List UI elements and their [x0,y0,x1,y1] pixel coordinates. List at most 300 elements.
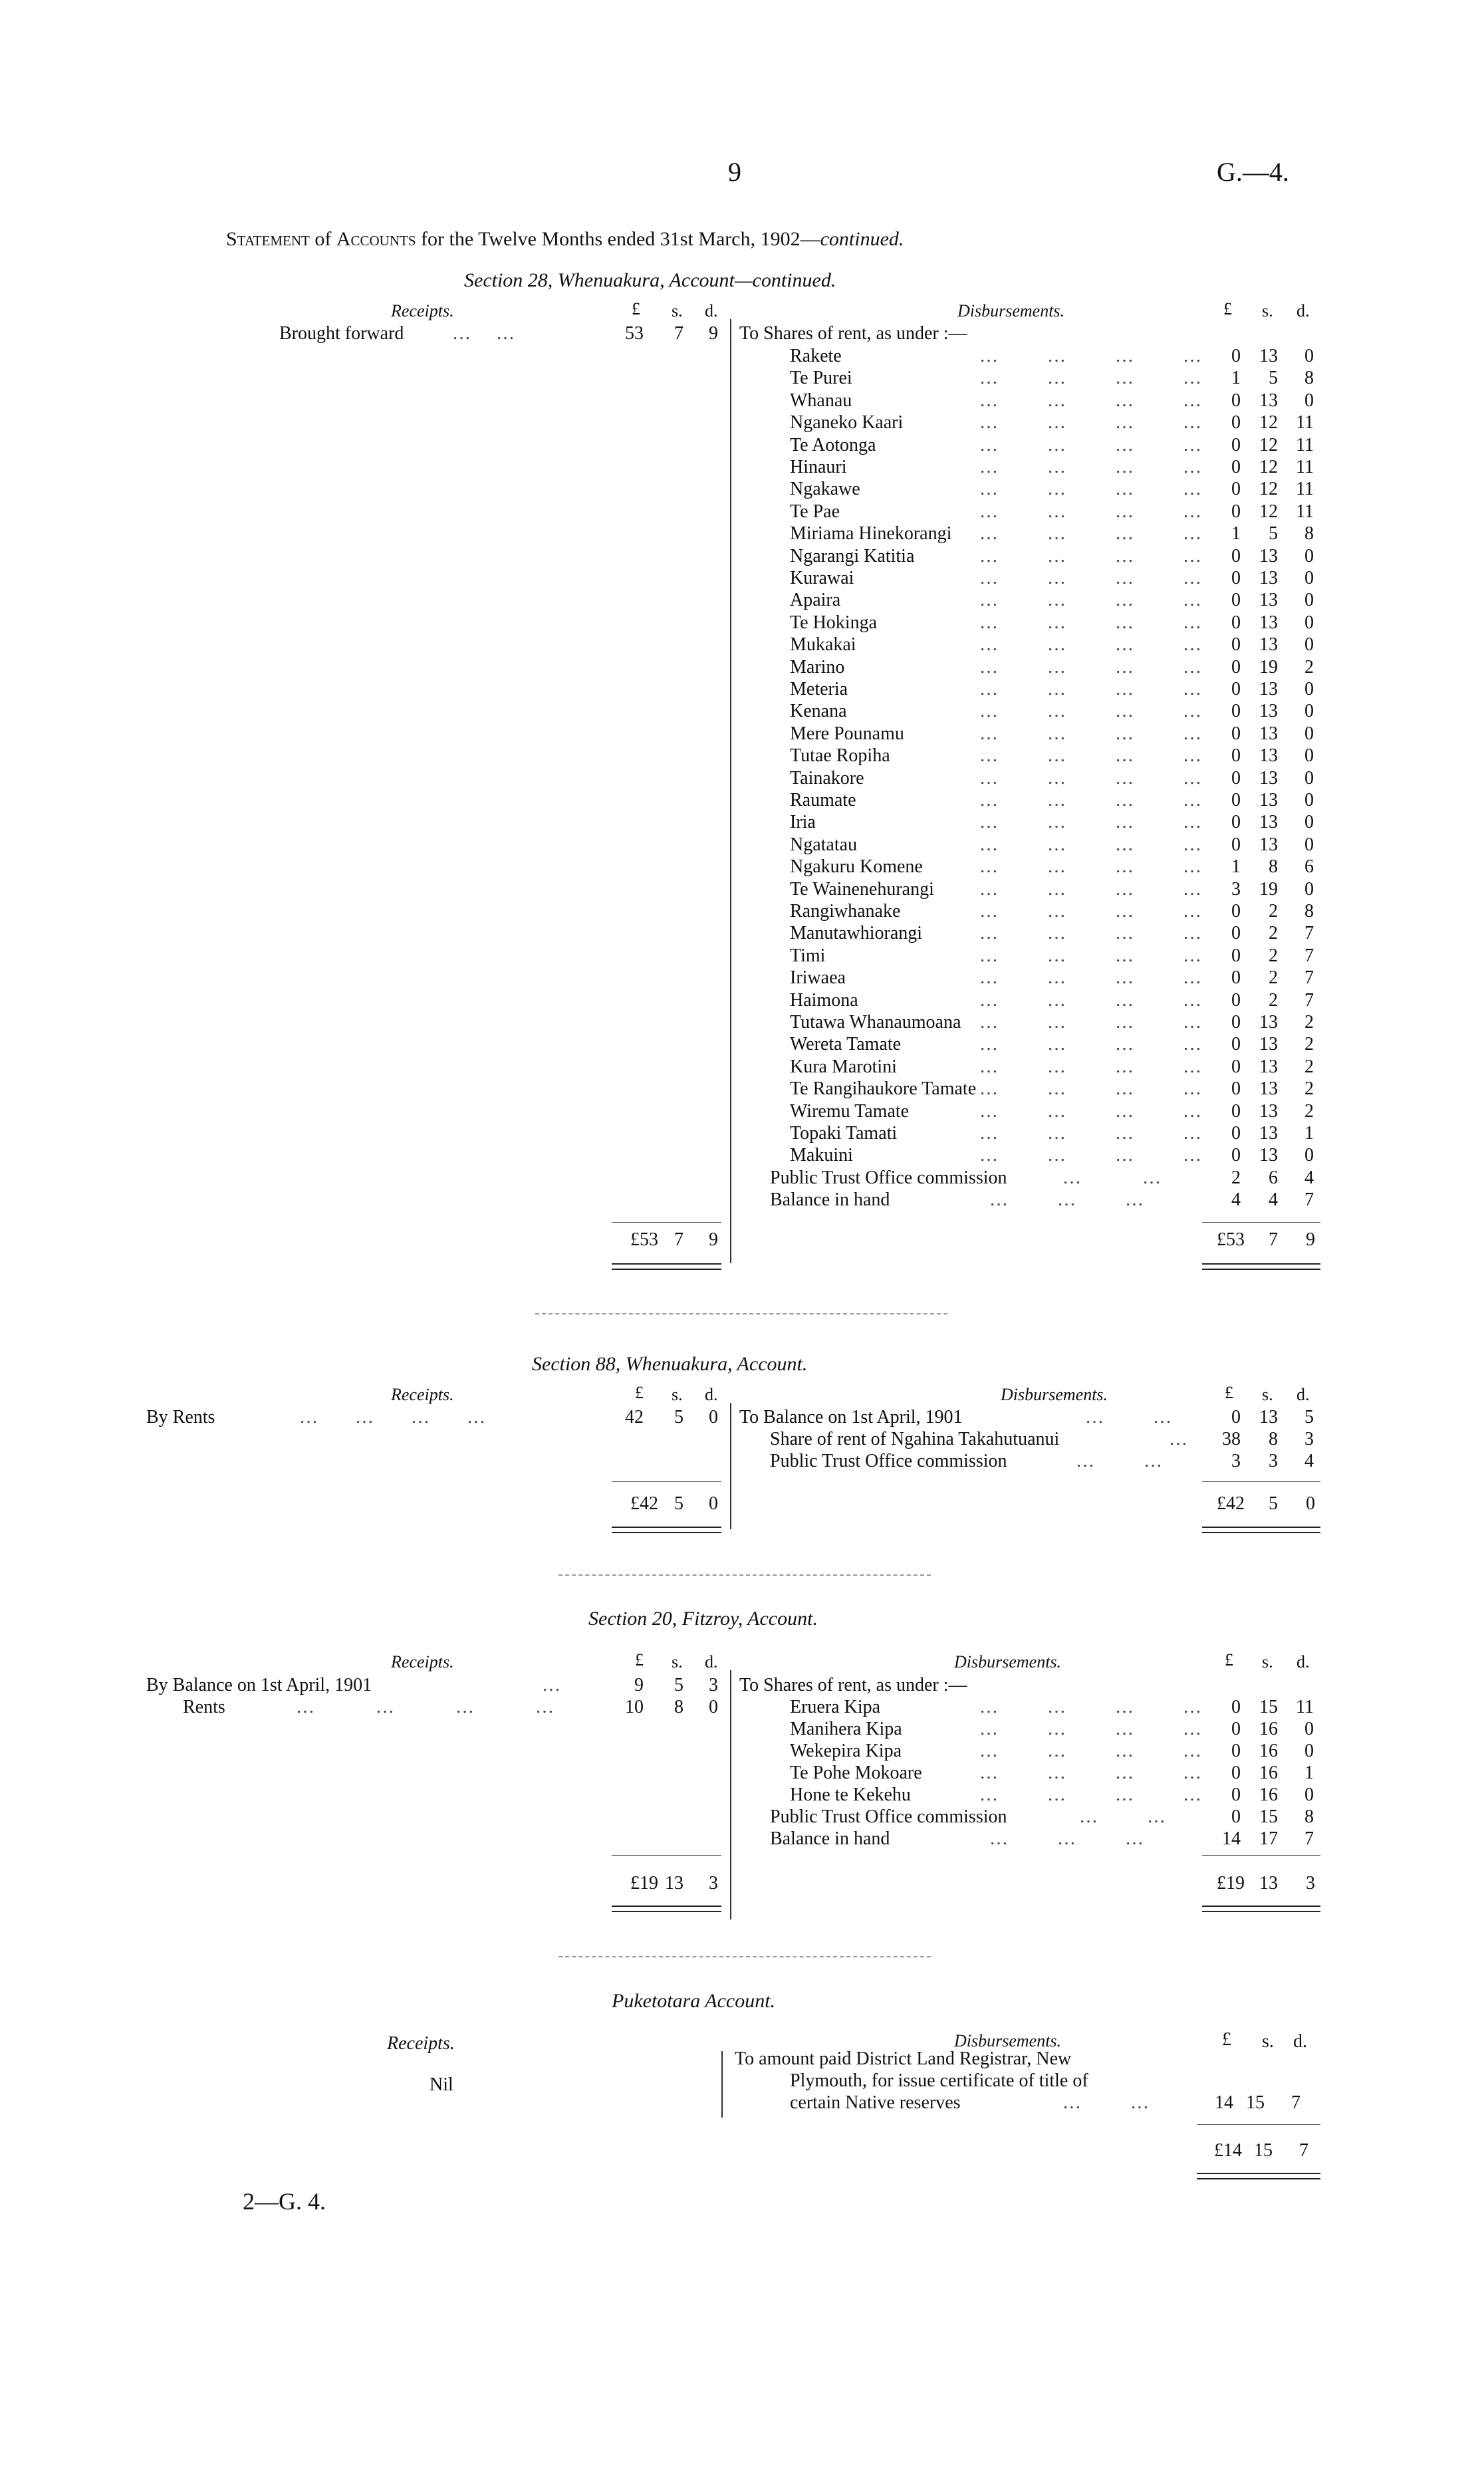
page-number: 9 [728,157,741,187]
leader-dots: … … … … [979,768,1203,789]
amount-pounds: 0 [1231,590,1241,610]
rule [1197,2173,1320,2174]
total-pence: 9 [709,1229,718,1250]
total-pence: 7 [1299,2140,1308,2161]
amount-pence: 2 [1304,1034,1314,1054]
leader-dots: … … … … [979,1123,1203,1144]
amount-pence: 8 [1304,368,1314,388]
amount-pence: 0 [1304,1719,1314,1739]
amount-pounds: 0 [1231,568,1241,588]
s88-total-left [0,1493,731,1515]
amount-shillings: 15 [1259,1697,1278,1717]
payee-row [790,723,1330,745]
amount-pounds: 3 [1231,879,1241,900]
amount-pence: 0 [1304,879,1314,900]
leader-dots: … … … … [979,790,1203,810]
leader-dots: … … … … [979,701,1203,721]
amount-pence: 4 [1304,1451,1314,1471]
row-label: Te Pohe Mokoare [790,1763,922,1783]
amount-pounds: 0 [1231,390,1241,411]
disbursement-row [770,1428,1330,1450]
payee-row [790,1696,1330,1718]
payee-row [790,589,1330,611]
leader-dots: … … … … [979,1741,1203,1761]
rule [1197,2124,1320,2125]
amount-pounds: 0 [1231,967,1241,988]
summary-row [770,1828,1330,1850]
amount-shillings: 15 [1259,1806,1278,1827]
row-label: Meteria [790,679,848,699]
row-label: By Balance on 1st April, 1901 [146,1675,372,1695]
puk-l-head: £ [1222,2029,1231,2050]
payee-row [790,634,1330,656]
page-title [226,228,904,251]
leader-dots: … … … … [979,568,1203,588]
payee-row [790,856,1330,878]
total-pounds: £42 [1217,1493,1245,1514]
amount-pounds: 0 [1231,1785,1241,1805]
puk-disb-head: Disbursements. [954,2031,1062,2050]
s20-left-s-head: s. [672,1652,683,1671]
row-label: Te Purei [790,368,852,388]
amount-pence: 0 [1304,390,1314,411]
s20-right-d-head: d. [1297,1652,1310,1671]
amount-shillings: 19 [1259,879,1278,900]
s28-right-s-head: s. [1262,301,1273,320]
total-shillings: 7 [674,1229,683,1250]
row-label: Makuini [790,1145,853,1166]
puk-disb-line2: Plymouth, for issue certificate of title of [790,2070,1088,2091]
title-lead: Statement [226,228,310,250]
rule [612,1269,721,1270]
leader-dots: … … … … [979,501,1203,522]
amount-shillings: 17 [1259,1828,1278,1849]
amount-pence: 2 [1304,1101,1314,1122]
row-label: Te Aotonga [790,435,876,455]
disbursement-row [739,1406,1330,1428]
leader-dots: … … [452,323,516,344]
row-label: Apaira [790,590,841,610]
section-separator [558,1956,931,1957]
row-label: Te Hokinga [790,612,878,633]
row-label: Public Trust Office commission [770,1168,1007,1188]
amount-pounds: 0 [1231,501,1241,522]
amount-shillings: 2 [1269,967,1278,988]
payee-row [790,878,1330,900]
amount-shillings: 7 [674,323,683,344]
s88-receipt-row [0,1406,731,1428]
s28-right-d-head: d. [1297,301,1310,320]
leader-dots: … … … … [979,1719,1203,1739]
leader-dots: … … … … [979,435,1203,455]
total-pence: 0 [1306,1493,1315,1514]
disbursement-row [770,1450,1330,1472]
amount-pounds: 0 [1231,612,1241,633]
amount-pounds: 0 [1231,1763,1241,1783]
leader-dots: … … … … [979,1145,1203,1166]
payee-row [790,478,1330,500]
leader-dots: … … … … [979,657,1203,678]
amount-pounds: 0 [1231,657,1241,678]
leader-dots: … … [1076,1451,1164,1471]
amount-shillings: 13 [1259,612,1278,633]
amount-pounds: 0 [1231,1697,1241,1717]
payee-row [790,789,1330,811]
amount-pounds: 0 [1231,701,1241,721]
amount-shillings: 6 [1269,1168,1278,1188]
total-shillings: 5 [674,1493,683,1514]
rule [1202,1906,1320,1907]
amount-pounds: 10 [625,1697,644,1717]
payee-row [790,367,1330,389]
leader-dots: … … [1079,1806,1167,1827]
section-separator [535,1313,947,1314]
section-20-title: Section 20, Fitzroy, Account. [588,1608,818,1630]
amount-pence: 0 [1304,679,1314,699]
payee-row [790,456,1330,478]
total-pounds: £19 [1217,1873,1245,1894]
row-label: Iriwaea [790,967,846,988]
total-pence: 3 [709,1873,718,1894]
amount-pounds: 0 [1231,1101,1241,1122]
amount-pence: 11 [1296,435,1314,455]
leader-dots: … … … … [979,1034,1203,1054]
row-label: Tainakore [790,768,864,789]
leader-dots: … … … … [979,945,1203,966]
row-label: Kurawai [790,568,854,588]
amount-shillings: 8 [1269,1429,1278,1449]
amount-pence: 7 [1291,2092,1300,2113]
row-label: Ngakawe [790,479,860,499]
amount-pounds: 0 [1231,346,1241,366]
leader-dots: … … … … [979,523,1203,544]
amount-shillings: 13 [1259,390,1278,411]
amount-shillings: 13 [1259,568,1278,588]
row-label: Eruera Kipa [790,1697,881,1717]
amount-shillings: 2 [1269,945,1278,966]
row-label: Kura Marotini [790,1056,897,1077]
payee-row [790,678,1330,700]
rule [1202,1269,1320,1270]
amount-pence: 0 [1304,612,1314,633]
leader-dots: … … … … [979,1078,1203,1099]
puk-s-head: s. [1262,2031,1274,2052]
amount-pence: 0 [709,1697,718,1717]
s88-receipts-head: Receipts. [391,1385,454,1404]
rule [612,1532,721,1533]
row-label: Iria [790,812,816,832]
rule [1197,2178,1320,2179]
payee-row [790,922,1330,944]
row-label: Rangiwhanake [790,901,901,922]
row-label: Kenana [790,701,847,721]
row-label: Rents [183,1697,225,1717]
amount-shillings: 12 [1259,435,1278,455]
payee-row [790,1144,1330,1166]
leader-dots: … … … … [979,812,1203,832]
s28-receipt-label: Brought forward [279,323,404,344]
amount-shillings: 12 [1259,479,1278,499]
leader-dots: … … … … [979,368,1203,388]
row-label: Topaki Tamati [790,1123,898,1144]
leader-dots: … … … … [979,634,1203,655]
payee-row [790,900,1330,922]
amount-pounds: 0 [1231,1806,1241,1827]
s20-total-right [731,1872,1330,1894]
amount-pounds: 0 [1231,723,1241,744]
s28-left-s-head: s. [672,301,683,320]
amount-pence: 0 [1304,590,1314,610]
amount-pounds: 9 [634,1675,644,1695]
s28-divider [730,319,731,1263]
amount-pounds: 0 [1231,546,1241,566]
amount-pounds: 0 [1231,457,1241,477]
amount-pence: 0 [1304,790,1314,810]
title-of: of [314,228,332,250]
amount-shillings: 13 [1259,546,1278,566]
payee-row [790,745,1330,767]
leader-dots: … … [1085,1407,1173,1427]
row-label: Ngatatau [790,834,858,855]
leader-dots: … [1169,1429,1189,1449]
amount-pounds: 0 [1231,479,1241,499]
amount-pence: 11 [1296,501,1314,522]
s28-left-l-head: £ [632,299,640,318]
puk-divider [721,2051,723,2118]
amount-pounds: 0 [1231,990,1241,1011]
amount-pence: 2 [1304,657,1314,678]
leader-dots: … … … … [979,1763,1203,1783]
row-label: Tutawa Whanaumoana [790,1012,961,1033]
amount-pounds: 0 [1231,634,1241,655]
puk-receipts-head: Receipts. [387,2033,455,2054]
leader-dots: … … … … [979,346,1203,366]
amount-shillings: 13 [1259,834,1278,855]
amount-pence: 0 [1304,768,1314,789]
payee-row [790,1762,1330,1784]
puk-disb-line3-row [790,2092,1328,2114]
rule [612,1263,721,1265]
s88-left-l-head: £ [635,1383,644,1402]
total-pence: 9 [1306,1229,1315,1250]
receipt-row [146,1674,1330,1696]
puk-disb-line1: To amount paid District Land Registrar, New [735,2048,1072,2069]
amount-shillings: 13 [1259,346,1278,366]
amount-shillings: 5 [1269,368,1278,388]
rule [1202,1911,1320,1912]
row-label: Miriama Hinekorangi [790,523,952,544]
s88-left-s-head: s. [672,1385,683,1404]
leader-dots: … … … … [979,1056,1203,1077]
amount-shillings: 2 [1269,990,1278,1011]
amount-pounds: 14 [1215,2092,1233,2113]
rule [1202,1527,1320,1528]
amount-shillings: 8 [674,1697,683,1717]
row-label: Marino [790,657,845,678]
payee-row [790,1100,1330,1122]
leader-dots: … … … … [299,1407,487,1427]
rule [1202,1263,1320,1265]
amount-pence: 7 [1304,967,1314,988]
payee-row [790,412,1330,433]
amount-pounds: 0 [1231,1741,1241,1761]
amount-pence: 2 [1304,1012,1314,1033]
rule [612,1906,721,1907]
s20-left-d-head: d. [705,1652,718,1671]
rule [612,1911,721,1912]
amount-pence: 3 [709,1675,718,1695]
puketotara-title: Puketotara Account. [612,1990,776,2012]
leader-dots: … … … … [979,479,1203,499]
payee-row [790,989,1330,1011]
total-pence: 3 [1306,1873,1315,1894]
amount-pence: 0 [1304,701,1314,721]
s20-disb-intro: To Shares of rent, as under :— [739,1675,967,1695]
row-label: Ngarangi Katitia [790,546,915,566]
leader-dots: … … … … [979,679,1203,699]
leader-dots: … … … … [979,879,1203,900]
summary-row [770,1167,1330,1189]
row-label: Share of rent of Ngahina Takahutuanui [770,1429,1060,1449]
section-28-title: Section 28, Whenuakura, Account—continued. [464,269,836,291]
row-label: Public Trust Office commission [770,1451,1007,1471]
amount-shillings: 12 [1259,501,1278,522]
total-shillings: 13 [665,1873,683,1894]
amount-pence: 0 [1304,812,1314,832]
amount-pounds: 0 [1231,768,1241,789]
amount-pence: 0 [1304,546,1314,566]
amount-pence: 7 [1304,1828,1314,1849]
amount-pence: 3 [1304,1429,1314,1449]
amount-pence: 8 [1304,1806,1314,1827]
amount-pounds: 0 [1231,901,1241,922]
rule [1202,1481,1320,1482]
amount-pence: 4 [1304,1168,1314,1188]
amount-pounds: 0 [1231,1145,1241,1166]
row-label: Hone te Kekehu [790,1785,911,1805]
title-rest: for the Twelve Months ended 31st March, 1902— [421,228,820,250]
amount-shillings: 16 [1259,1741,1278,1761]
payee-row [790,501,1330,523]
amount-shillings: 5 [1269,523,1278,544]
rule [612,1527,721,1528]
amount-shillings: 13 [1259,1078,1278,1099]
amount-pence: 11 [1296,412,1314,433]
amount-shillings: 19 [1259,657,1278,678]
amount-shillings: 16 [1259,1785,1278,1805]
total-shillings: 5 [1269,1493,1278,1514]
amount-pounds: 0 [1231,790,1241,810]
payee-row [790,1740,1330,1762]
row-label: Whanau [790,390,852,411]
s20-receipts-head: Receipts. [391,1652,454,1671]
amount-pounds: 0 [1231,812,1241,832]
amount-pounds: 3 [1231,1451,1241,1471]
s88-right-l-head: £ [1225,1383,1233,1402]
payee-row [790,767,1330,789]
s20-right-s-head: s. [1262,1652,1273,1671]
amount-pounds: 4 [1231,1189,1241,1210]
payee-row [790,1718,1330,1740]
amount-pounds: 0 [1231,1407,1241,1427]
row-label: Manihera Kipa [790,1719,902,1739]
amount-pounds: 1 [1231,368,1241,388]
amount-pence: 7 [1304,1189,1314,1210]
amount-pounds: 0 [1231,745,1241,766]
payee-row [790,1122,1330,1144]
amount-shillings: 13 [1259,679,1278,699]
leader-dots: … … … … [296,1697,555,1717]
s28-disb-head: Disbursements. [957,301,1065,320]
s88-total-right [731,1493,1330,1515]
rule [1202,1222,1320,1223]
section-separator [558,1574,931,1576]
amount-shillings: 5 [674,1675,683,1695]
amount-pence: 0 [1304,1741,1314,1761]
amount-shillings: 2 [1269,923,1278,943]
payee-row [790,523,1330,545]
amount-pounds: 1 [1231,856,1241,877]
leader-dots: … … … [989,1189,1145,1210]
puk-disb-line3: certain Native reserves [790,2092,961,2113]
leader-dots: … … … … [979,390,1203,411]
amount-shillings: 8 [1269,856,1278,877]
leader-dots: … … … … [979,1697,1203,1717]
amount-pounds: 38 [1222,1429,1241,1449]
amount-pounds: 0 [1231,435,1241,455]
leader-dots: … … … … [979,457,1203,477]
amount-shillings: 12 [1259,457,1278,477]
payee-row [790,545,1330,567]
row-label: Balance in hand [770,1828,890,1849]
row-label: Public Trust Office commission [770,1806,1007,1827]
amount-pence: 5 [1304,1407,1314,1427]
amount-pence: 9 [709,323,718,344]
amount-shillings: 3 [1269,1451,1278,1471]
amount-shillings: 5 [674,1407,683,1427]
row-label: Timi [790,945,826,966]
row-label: Wiremu Tamate [790,1101,910,1122]
amount-shillings: 13 [1259,1034,1278,1054]
total-shillings: 13 [1259,1873,1278,1894]
rule [612,1855,721,1856]
row-label: Tutae Ropiha [790,745,890,766]
leader-dots: … … … … [979,723,1203,744]
s20-left-l-head: £ [635,1650,644,1669]
leader-dots: … … … [989,1828,1145,1849]
amount-shillings: 13 [1259,1145,1278,1166]
amount-pence: 7 [1304,990,1314,1011]
amount-shillings: 13 [1259,1101,1278,1122]
leader-dots: … … … … [979,612,1203,633]
leader-dots: … [542,1675,562,1695]
row-label: Te Wainenehurangi [790,879,934,900]
amount-shillings: 13 [1259,723,1278,744]
total-pounds: £14 [1214,2140,1242,2161]
row-label: Haimona [790,990,858,1011]
row-label: Wereta Tamate [790,1034,902,1054]
amount-pence: 2 [1304,1078,1314,1099]
leader-dots: … … … … [979,412,1203,433]
amount-pounds: 0 [1231,1034,1241,1054]
amount-shillings: 13 [1259,745,1278,766]
row-label: Balance in hand [770,1189,890,1210]
amount-pence: 11 [1296,479,1314,499]
row-label: To Balance on 1st April, 1901 [739,1407,963,1427]
amount-pence: 11 [1296,1697,1314,1717]
payee-row [790,945,1330,967]
amount-pence: 6 [1304,856,1314,877]
